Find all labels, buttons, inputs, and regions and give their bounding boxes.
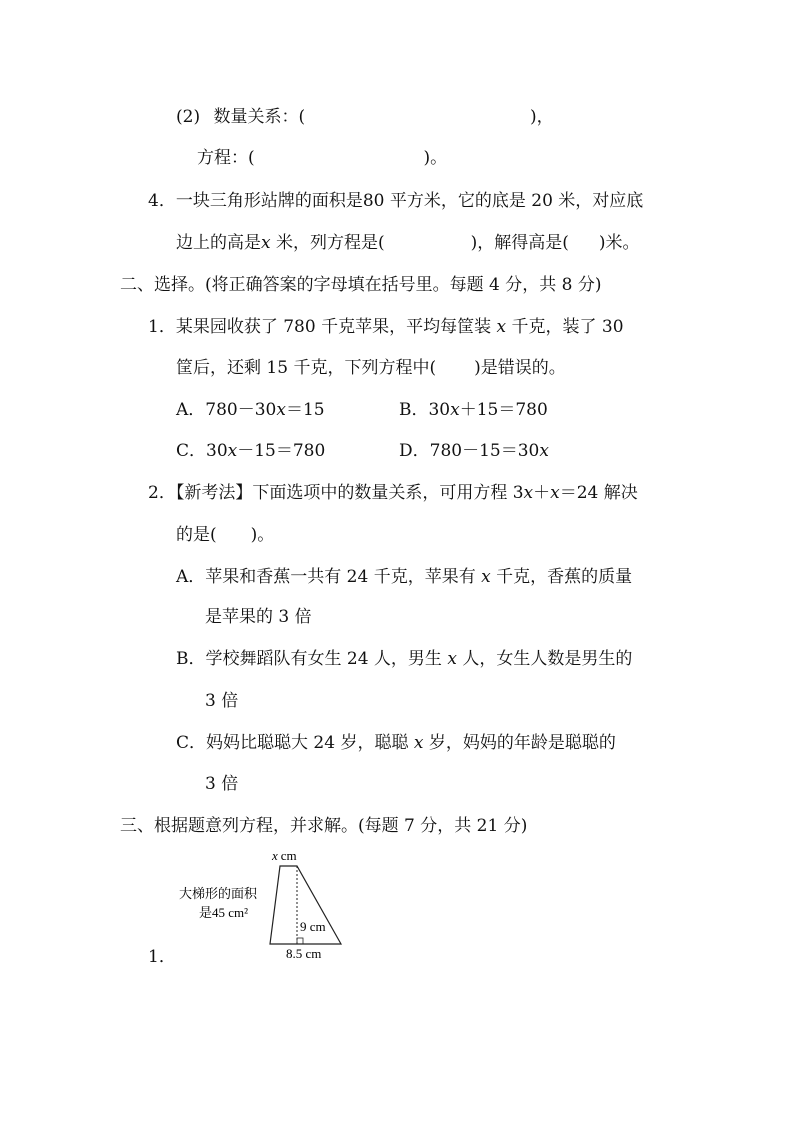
- area-label-line-1: 大梯形的面积: [179, 886, 258, 901]
- q4-text: )，解得高是(: [470, 233, 569, 253]
- option-text: ＝15: [285, 400, 325, 420]
- s2-question-1-line-2: [176, 356, 566, 380]
- question-4-line-1: 4．一块三角形站牌的面积是80 平方米，它的底是 20 米，对应底: [148, 191, 644, 211]
- option-c: [176, 439, 325, 463]
- equation-label: 方程：(: [197, 148, 255, 168]
- height-label: 9 cm: [300, 919, 326, 934]
- trapezoid-figure: [170, 842, 360, 964]
- variable-x: x: [539, 441, 549, 461]
- variable-x: x: [227, 441, 238, 461]
- option-text: 千克，香蕉的质量: [496, 567, 633, 587]
- equation-line: [197, 146, 447, 170]
- top-base-label: x cm: [272, 848, 297, 863]
- q-text: 1．某果园收获了 780 千克苹果，平均每筐装: [148, 317, 492, 337]
- variable-x: x: [450, 400, 460, 420]
- q2-option-a-line-1: [176, 565, 632, 589]
- option-text: D．780－15＝30: [399, 441, 540, 461]
- sub-question-number: (2): [176, 107, 201, 127]
- section-2-title: 二、选择。(将正确答案的字母填在括号里。每题 4 分，共 8 分): [120, 275, 602, 295]
- option-d: [399, 439, 549, 463]
- close-paren: )。: [423, 148, 448, 168]
- q2-option-c-line-2: 3 倍: [205, 774, 239, 794]
- variable-x: x: [261, 233, 271, 253]
- option-text: A．苹果和香蕉一共有 24 千克，苹果有: [176, 567, 476, 587]
- option-text: 岁，妈妈的年龄是聪聪的: [428, 733, 616, 753]
- s2-question-2-line-2: 的是( )。: [176, 525, 275, 545]
- variable-x: x: [523, 483, 534, 503]
- option-text: A．780－30: [176, 400, 277, 420]
- q-text: 2．【新考法】下面选项中的数量关系，可用方程 3: [148, 483, 524, 503]
- bottom-base-label: 8.5 cm: [286, 946, 322, 961]
- q-text: ＝24 解决: [559, 483, 638, 503]
- option-b: [399, 398, 548, 422]
- variable-x: x: [481, 567, 491, 587]
- option-text: B．30: [399, 400, 451, 420]
- variable-x: x: [447, 649, 457, 669]
- area-label-line-2: 是45 cm²: [199, 905, 249, 920]
- q-text: 千克，装了 30: [511, 317, 624, 337]
- variable-x: x: [413, 733, 424, 753]
- quantity-relation-label: 数量关系：(: [213, 107, 306, 127]
- option-text: C．30: [176, 441, 228, 461]
- s2-question-1-line-1: [148, 315, 624, 339]
- q2-option-c-line-1: [176, 731, 616, 755]
- q-text: )是错误的。: [474, 358, 566, 378]
- option-text: －15＝780: [237, 441, 326, 461]
- option-text: B．学校舞蹈队有女生 24 人，男生: [176, 649, 442, 669]
- variable-x: x: [550, 483, 560, 503]
- q4-text: )米。: [598, 233, 640, 253]
- s2-question-2-line-1: [148, 481, 638, 505]
- q-text: 筐后，还剩 15 千克，下列方程中(: [176, 358, 437, 378]
- q2-option-b-line-1: [176, 647, 632, 671]
- question-4-line-2: [176, 231, 640, 255]
- q4-text: 边上的高是: [176, 233, 261, 253]
- option-text: C．妈妈比聪聪大 24 岁，聪聪: [176, 733, 409, 753]
- q2-option-a-line-2: 是苹果的 3 倍: [205, 607, 312, 627]
- sub-question-2: [176, 105, 554, 129]
- s3-question-1-number: 1．: [148, 947, 176, 967]
- q2-option-b-line-2: 3 倍: [205, 691, 239, 711]
- section-3-title: 三、根据题意列方程，并求解。(每题 7 分，共 21 分): [120, 816, 528, 836]
- q-text: ＋: [533, 483, 551, 503]
- right-angle-mark: [297, 938, 303, 944]
- close-paren: )，: [529, 107, 554, 127]
- option-a: [176, 398, 325, 422]
- option-text: ＋15＝780: [459, 400, 548, 420]
- variable-x: x: [496, 317, 507, 337]
- option-text: 人，女生人数是男生的: [462, 649, 633, 669]
- q4-text: 米，列方程是(: [276, 233, 385, 253]
- variable-x: x: [276, 400, 286, 420]
